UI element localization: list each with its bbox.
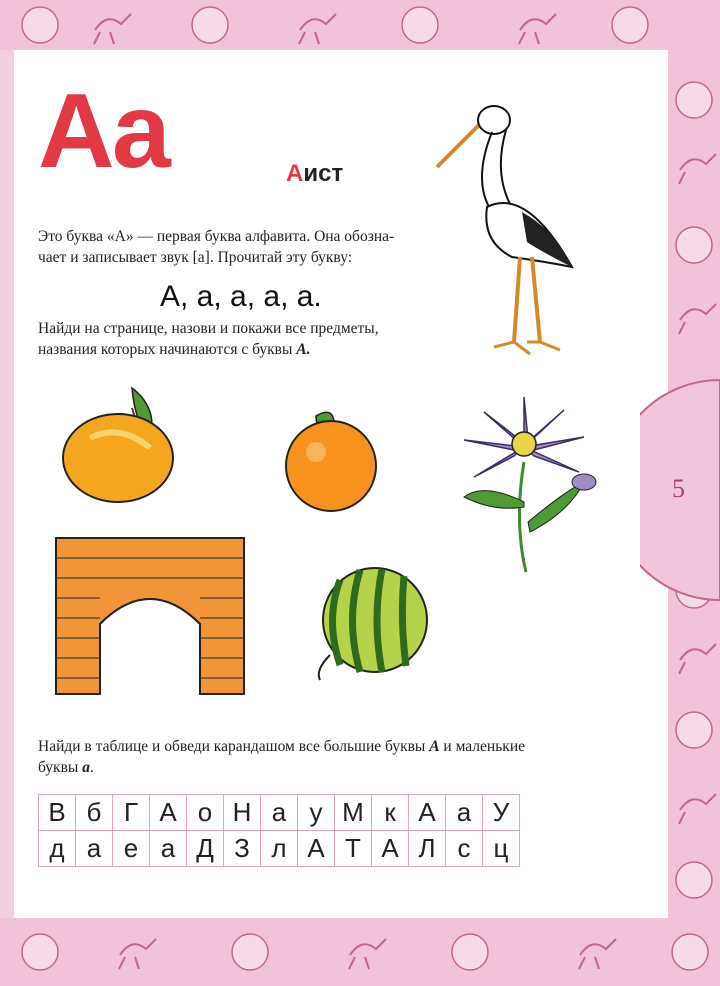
table-task-text-1: Найди в таблице и обведи карандашом все большие буквы [38, 738, 430, 755]
sample-letters: А, а, а, а, а. [160, 280, 322, 313]
apricot-picture [40, 378, 190, 508]
find-task-text: названия которых начинаются с буквы [38, 341, 297, 358]
letter-cell[interactable]: А [298, 831, 335, 867]
table-task-text-3: буквы [38, 759, 83, 776]
letter-cell[interactable]: о [187, 795, 224, 831]
find-task-line-1: Найди на странице, назови и покажи все предметы, [38, 320, 379, 337]
aster-picture [444, 392, 614, 582]
find-task [38, 318, 379, 360]
letter-cell[interactable]: б [76, 795, 113, 831]
letter-cell[interactable]: ц [483, 831, 520, 867]
upper-letter: А [38, 72, 112, 190]
intro-line-2: чает и записывает звук [а]. Прочитай эту букву: [38, 249, 353, 266]
big-letter-heading [38, 72, 167, 190]
letter-cell[interactable]: е [113, 831, 150, 867]
letter-cell[interactable]: к [372, 795, 409, 831]
letter-cell[interactable]: с [446, 831, 483, 867]
stork-picture [432, 92, 582, 362]
key-word-rest: ист [303, 160, 344, 187]
find-task-line-2 [38, 339, 379, 360]
table-task-period: . [89, 759, 94, 776]
letter-cell[interactable]: В [39, 795, 76, 831]
letter-cell[interactable]: Т [335, 831, 372, 867]
letter-cell[interactable]: у [298, 795, 335, 831]
letter-cell[interactable]: М [335, 795, 372, 831]
intro-line-1: Это буква «А» — первая буква алфавита. Она обозна- [38, 228, 395, 245]
watermelon-picture [310, 560, 430, 690]
letter-cell[interactable]: А [372, 831, 409, 867]
letter-grid [38, 794, 520, 867]
letter-cell[interactable]: Л [409, 831, 446, 867]
letter-cell[interactable]: а [446, 795, 483, 831]
table-task-small-letter: а [82, 759, 90, 776]
letter-cell[interactable]: а [261, 795, 298, 831]
table-task-big-letter: А [429, 738, 440, 755]
letter-cell[interactable]: З [224, 831, 261, 867]
table-task-line-1 [38, 736, 525, 757]
letter-cell[interactable]: А [409, 795, 446, 831]
lower-letter: а [111, 72, 167, 190]
key-word [286, 160, 343, 188]
letter-cell[interactable]: л [261, 831, 298, 867]
letter-cell[interactable]: А [150, 795, 187, 831]
letter-cell[interactable]: д [39, 831, 76, 867]
brick-arch-picture [50, 534, 250, 704]
page-number: 5 [672, 474, 685, 503]
letter-cell[interactable]: а [76, 831, 113, 867]
letter-grid-row [39, 795, 520, 831]
intro-paragraph [38, 226, 394, 268]
key-word-first-letter: А [286, 160, 304, 187]
letter-cell[interactable]: У [483, 795, 520, 831]
letter-cell[interactable]: а [150, 831, 187, 867]
find-task-letter: А. [296, 341, 311, 358]
letter-cell[interactable]: Н [224, 795, 261, 831]
table-task [38, 736, 525, 778]
letter-cell[interactable]: Д [187, 831, 224, 867]
orange-picture [276, 404, 396, 524]
table-task-line-2 [38, 757, 525, 778]
letter-grid-row [39, 831, 520, 867]
table-task-text-2: и маленькие [439, 738, 525, 755]
letter-cell[interactable]: Г [113, 795, 150, 831]
